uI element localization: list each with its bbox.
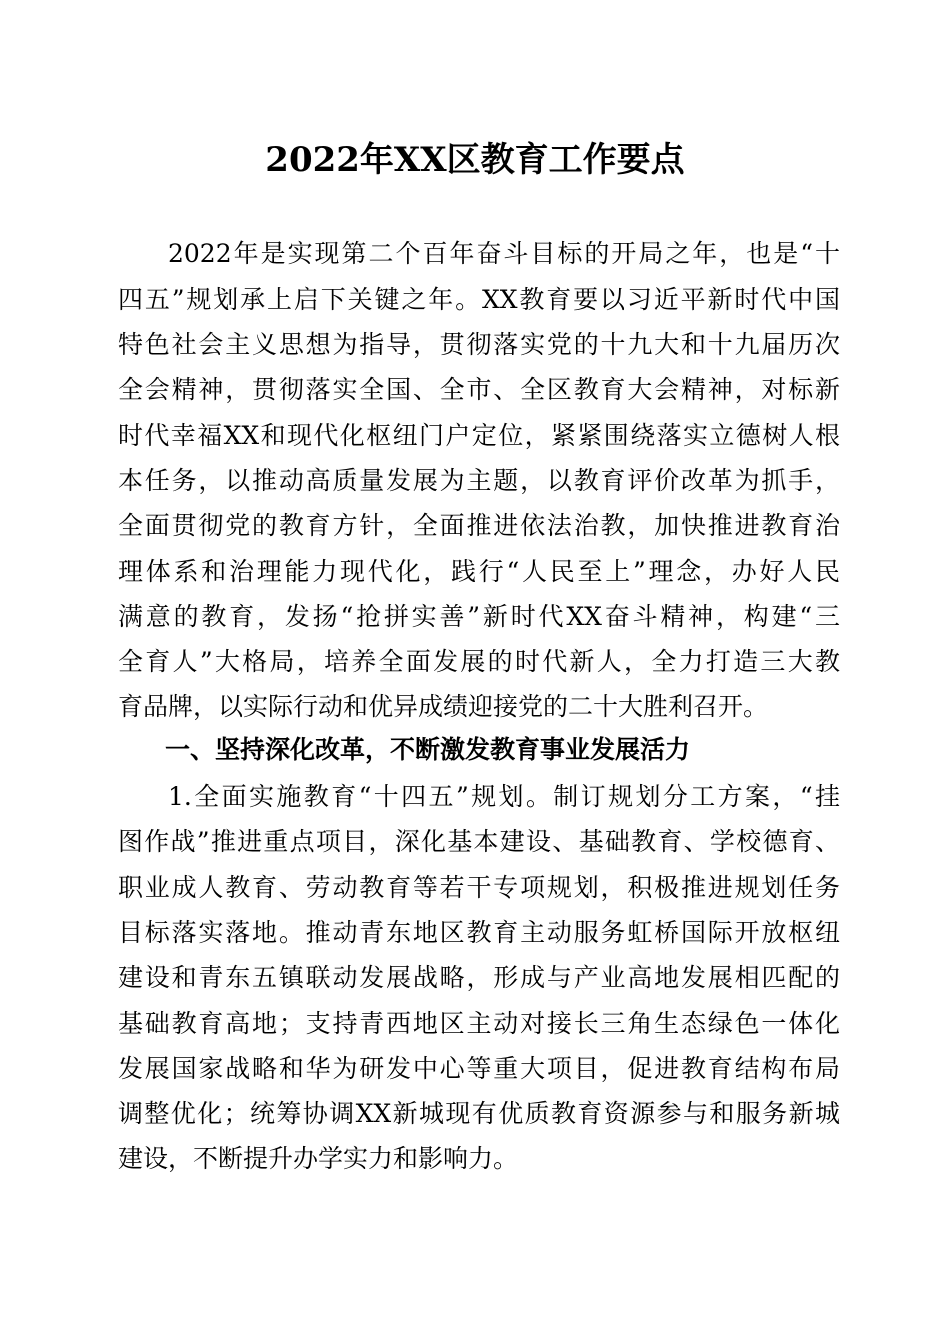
paragraph-line: 满意的教育，发扬“抢拼实善”新时代XX奋斗精神，构建“三 <box>118 602 840 631</box>
section-heading: 一、坚持深化改革，不断激发教育事业发展活力 <box>165 735 691 764</box>
paragraph-line: 全面贯彻党的教育方针，全面推进依法治教，加快推进教育治 <box>118 511 840 540</box>
paragraph-line: 特色社会主义思想为指导，贯彻落实党的十九大和十九届历次 <box>118 330 840 359</box>
paragraph-line: 时代幸福XX和现代化枢纽门户定位，紧紧围绕落实立德树人根 <box>118 421 840 450</box>
paragraph-line: 理体系和治理能力现代化，践行“人民至上”理念，办好人民 <box>118 557 840 586</box>
paragraph-line: 职业成人教育、劳动教育等若干专项规划，积极推进规划任务 <box>118 873 840 902</box>
paragraph-line: 1.全面实施教育“十四五”规划。制订规划分工方案，“挂 <box>168 782 840 811</box>
paragraph-line: 全会精神，贯彻落实全国、全市、全区教育大会精神，对标新 <box>118 375 840 404</box>
paragraph-line: 图作战”推进重点项目，深化基本建设、基础教育、学校德育、 <box>118 827 840 856</box>
paragraph-line: 发展国家战略和华为研发中心等重大项目，促进教育结构布局 <box>118 1054 840 1083</box>
paragraph-line: 本任务，以推动高质量发展为主题，以教育评价改革为抓手， <box>118 466 840 495</box>
paragraph-line: 育品牌，以实际行动和优异成绩迎接党的二十大胜利召开。 <box>118 692 769 721</box>
paragraph-line: 基础教育高地；支持青西地区主动对接长三角生态绿色一体化 <box>118 1009 840 1038</box>
paragraph-line: 建设，不断提升办学实力和影响力。 <box>118 1144 519 1173</box>
paragraph-line: 2022年是实现第二个百年奋斗目标的开局之年，也是“十 <box>168 239 840 268</box>
document-title: 2022年XX区教育工作要点 <box>265 140 685 180</box>
paragraph-line: 建设和青东五镇联动发展战略，形成与产业高地发展相匹配的 <box>118 963 840 992</box>
paragraph-line: 全育人”大格局，培养全面发展的时代新人，全力打造三大教 <box>118 647 840 676</box>
paragraph-line: 四五”规划承上启下关键之年。XX教育要以习近平新时代中国 <box>118 285 840 314</box>
paragraph-line: 目标落实落地。推动青东地区教育主动服务虹桥国际开放枢纽 <box>118 918 840 947</box>
paragraph-line: 调整优化；统筹协调XX新城现有优质教育资源参与和服务新城 <box>118 1099 840 1128</box>
